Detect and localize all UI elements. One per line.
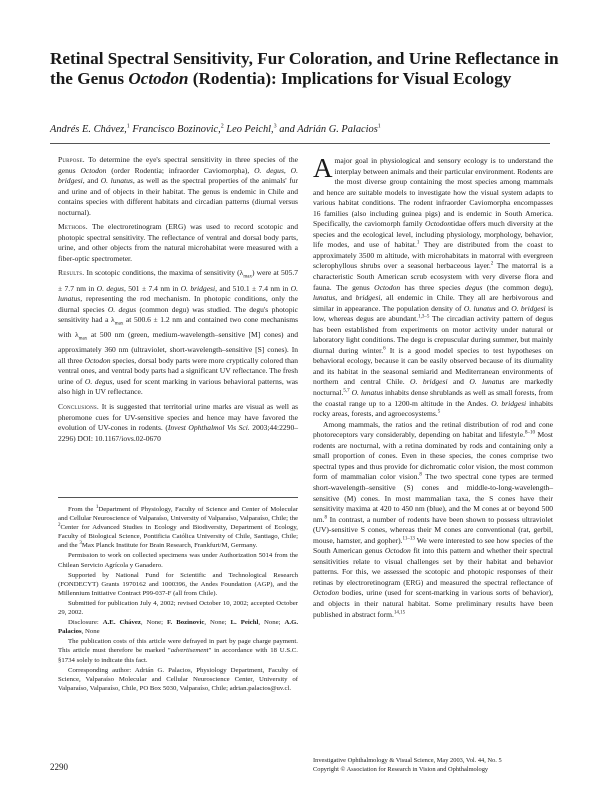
footnote: The publication costs of this article were defrayed in part by page charge payment. This article must therefore be marked "advertisement" in accordance with 18 U.S.C. §1734 solely to indicate this fact. <box>58 638 298 664</box>
footnote: Corresponding author: Adrián G. Palacios, Physiology Department, Faculty of Science, Valparaíso Molecular and Cellular Neuroscience Center, University of Valparaíso, Valparaíso, Chile, PO Box 5030, Valparaíso, Chile; adrian.palacios@uv.cl. <box>58 666 298 692</box>
abstract <box>58 155 298 448</box>
author-name: Francisco Bozinovic,$^2$ <box>132 123 224 135</box>
divider-abstract <box>58 497 298 498</box>
abstract-label: Conclusions. <box>58 401 99 411</box>
author-list <box>50 124 570 135</box>
abstract-text: The electroretinogram (ERG) was used to record scotopic and photopic spectral sensitivity. The reflectance of ventral and dorsal body parts, urine, and other objects from the natural microhabitat were measured with a fiber-optic spectrometer. <box>58 222 298 263</box>
abstract-label: Results. <box>58 268 85 278</box>
body-text <box>313 153 554 620</box>
footnotes <box>58 505 298 694</box>
abstract-results <box>58 268 298 398</box>
abstract-label: Methods. <box>58 222 88 232</box>
page-number: 2290 <box>50 762 68 772</box>
footnote: Submitted for publication July 4, 2002; revised October 10, 2002; accepted October 29, 2002. <box>58 599 298 617</box>
abstract-text: It is suggested that territorial urine marks are visual as well as pheromone cues for UV-sensitive species and hence may have favored the evolution of UV-cones in rodents. (Invest Ophthalmol Vis Sci. 2003;44:2290–2296) DOI: 10.1167/iovs.02-0670 <box>58 401 299 443</box>
body-paragraph: Among mammals, the ratios and the retinal distribution of rod and cone photoreceptors vary considerably, depending on habitat and lifestyle.$^{8-10}$ Most rodents are nocturnal, with a retina dominated by rods and containing only a small proportion of cones. Even in these species, the cones comprise two spectral types and thus provide for dichromatic color vision, the most common form of mammalian color vision.$^8$ The two spectral cone types are termed short-wavelength–sensitive (S) cones and middle-to-long-wavelength–sensitive (M) cones. In most mammalian taxa, the S cones have their sensitivity maxima at 420 to 450 nm (blue), and the M cones at or beyond 500 nm.$^8$ In contrast, a number of rodents have been shown to possess ultraviolet (UV)-sensitive S cones, whereas their M cones are conventional (rat, gerbil, mouse, hamster, and gopher).$^{11-13}$ We were interested to see how species of the South American genus Octodon fit into this pattern and whether their spectral sensitivities relate to visual challenges set by their habitat and behavior patterns. For this, we assessed the scotopic and photopic responses of their retinas by electroretinogram (ERG) and measured the spectral reflectance of Octodon bodies, urine (used for scent-marking in various sorts of behavior), and objects in their natural habitat. Some preliminary results have been published in abstract form.$^{14,15}$ <box>313 419 554 619</box>
journal-citation <box>313 757 563 774</box>
article-title: Retinal Spectral Sensitivity, Fur Coloration, and Urine Reflectance in the Genus Octodon (Rodentia): Implications for Visual Ecology <box>50 49 559 88</box>
footnote: Disclosure: A.E. Chávez, None; F. Bozinovic, None; L. Peichl, None; A.G. Palacios, None <box>58 619 299 636</box>
footnote: From the $^1$Department of Physiology, Faculty of Science and Center of Molecular and Cellular Neuroscience of Valparaíso, University of Valparaíso, Valparaíso, Chile; the $^2$Center for Advanced Studies in Ecology and Biodiversity, Department of Ecology, Faculty of Biological Science, Pontificia Católica University of Chile, Santiago, Chile; and the $^3$Max Planck Institute for Brain Research, Frankfurt/M, Germany. <box>58 504 299 550</box>
footnote: Supported by National Fund for Scientific and Technological Research (FONDECYT) Grants 1970162 and 1000396, the Andes Foundation (AGP), and the Millennium Initiative Contract P99-037-F (all from Chile). <box>58 571 298 597</box>
author-name: Leo Peichl,$^3$ <box>226 123 277 135</box>
abstract-label: Purpose. <box>58 155 85 164</box>
abstract-methods <box>58 222 298 264</box>
copyright-line: Copyright © Association for Research in Vision and Ophthalmology <box>313 765 489 773</box>
footnote: Permission to work on collected specimens was under Authorization 5014 from the Chilean Servicio Agrícola y Ganadero. <box>58 552 298 569</box>
author-name: and Adrián G. Palacios$^1$ <box>279 123 381 135</box>
body-paragraph: A major goal in physiological and sensory ecology is to understand the interplay between animals and their particular environment. Rodents are the most diverse group containing the most species among mammals and hence are suitable models to investigate how the visual system adapts to various habitat conditions. The rodent infraorder Caviomorpha encompasses 16 families (also including guinea pigs) and is endemic in South America. Specifically, the caviomorph family Octodontidae offers much diversity at the species and the ecological level, including physiology, morphology, behavior, life modes, and use of habitat.$^1$ They are distributed from the coast to approximately 3500 m altitude, with microhabitats in matorral with evergreen sclerophyllous shrubs over a seasonal herbaceous layer.$^2$ The matorral is a characteristic South American scrub ecosystem with very diverse flora and fauna. The genus Octodon has three species degus (the common degu), lunatus, and bridgesi, all endemic in Chile. They all are herbivorous and similar in appearance. The population density of O. lunatus and O. bridgesi is low, whereas degus are abundant.$^{1,3-5}$ The circadian activity pattern of degus has been established from experiments on motor activity under natural or laboratory light conditions. The degu is crepuscular during summer, but mainly diurnal during winter.$^6$ It is a good model species to test hypotheses on behavioral ecology, because it can be easily observed because of its diurnality and its habitat in the seasonal semiarid and Mediterranean environments of northern and central Chile. O. bridgesi and O. lunatus are markedly nocturnal.$^{5,7}$ O. lunatus inhabits dense shrublands as well as small forests, from the coastal range up to a 1200-m altitude in the Andes. O. bridgesi inhabits rocky areas, forests, and agroecosystems.$^5$ <box>313 153 554 419</box>
divider-top <box>50 143 550 144</box>
drop-cap: A <box>313 153 333 183</box>
abstract-purpose <box>58 155 298 218</box>
abstract-text: In scotopic conditions, the maxima of sensitivity $(\lambda_{max})$ were at 505.7 ± 7.7 nm in O. degus, 501 ± 7.4 nm in O. bridgesi, and 510.1 ± 7.4 nm in O. lunatus, representing the rod mechanism. In photopic conditions, only the diurnal species O. degus (common degu) was studied. The degu's photopic sensitivity had a $\lambda_{max}$ at 500.6 ± 1.2 nm and contained two cone mechanisms with $\lambda_{max}$ at 500 nm (green, medium-wavelength–sensitive [M] cones) and approximately 360 nm (ultraviolet, short-wavelength–sensitive [S] cones). In all three Octodon species, dorsal body parts were more cryptically colored than ventral ones, and ventral body parts had a significant UV reflectance. The fresh urine of O. degus, used for scent marking in various behavioral patterns, was also high in UV reflectance. <box>58 268 299 397</box>
abstract-text: To determine the eye's spectral sensitivity in three species of the genus Octodon (order Rodentia; infraorder Caviomorpha), O. degus, O. bridgesi, and O. lunatus, as well as the spectral properties of the animals' fur and urine and of objects in their habitat. The genus is endemic in Chile and contains species with different habitats and circadian patterns (diurnal versus nocturnal). <box>58 155 299 217</box>
author-name: Andrés E. Chávez,$^1$ <box>50 123 130 135</box>
abstract-conclusions <box>58 402 298 444</box>
journal-line: Investigative Ophthalmology & Visual Science, May 2003, Vol. 44, No. 5 <box>313 757 502 764</box>
